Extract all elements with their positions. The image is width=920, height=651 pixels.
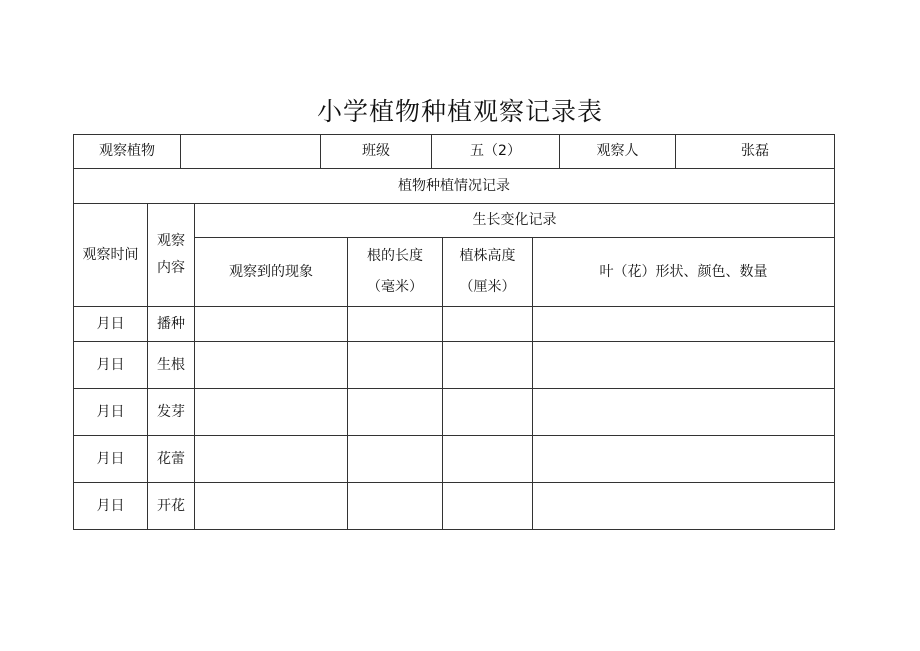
row-time: 月日 [96, 315, 125, 332]
page-title: 小学植物种植观察记录表 [316, 97, 603, 126]
column-header-root-length [348, 238, 442, 306]
column-header-plant-height [443, 238, 532, 306]
root-length-line1: 根的长度 [367, 248, 423, 265]
section-title: 植物种植情况记录 [398, 177, 510, 194]
column-header-time: 观察时间 [82, 246, 139, 263]
row-content: 生根 [157, 356, 185, 373]
column-header-growth: 生长变化记录 [472, 212, 557, 229]
row-time: 月日 [96, 356, 125, 373]
plant-height-line2: （厘米） [459, 279, 516, 295]
column-header-content-line2: 内容 [157, 260, 185, 276]
row-content: 发芽 [157, 403, 185, 420]
row-content: 开花 [157, 497, 185, 514]
column-header-leaf: 叶（花）形状、颜色、数量 [599, 263, 768, 280]
class-label: 班级 [362, 143, 390, 160]
column-header-content-line1: 观察 [157, 233, 185, 250]
column-header-phenomenon: 观察到的现象 [229, 263, 313, 280]
table-border-right [834, 134, 835, 530]
class-value[interactable]: 五（2） [470, 143, 521, 160]
plant-height-line1: 植株高度 [459, 248, 516, 265]
table-border-bottom [73, 529, 835, 530]
row-content: 花蕾 [157, 450, 185, 467]
plant-label: 观察植物 [99, 143, 155, 160]
observer-label: 观察人 [596, 143, 639, 160]
observer-value[interactable]: 张磊 [741, 143, 769, 160]
plant-value[interactable] [181, 135, 320, 168]
root-length-line2: （毫米） [367, 279, 423, 295]
row-content: 播种 [157, 315, 185, 332]
row-time: 月日 [96, 450, 125, 467]
column-header-content [148, 204, 194, 306]
row-time: 月日 [96, 497, 125, 514]
row-time: 月日 [96, 403, 125, 420]
